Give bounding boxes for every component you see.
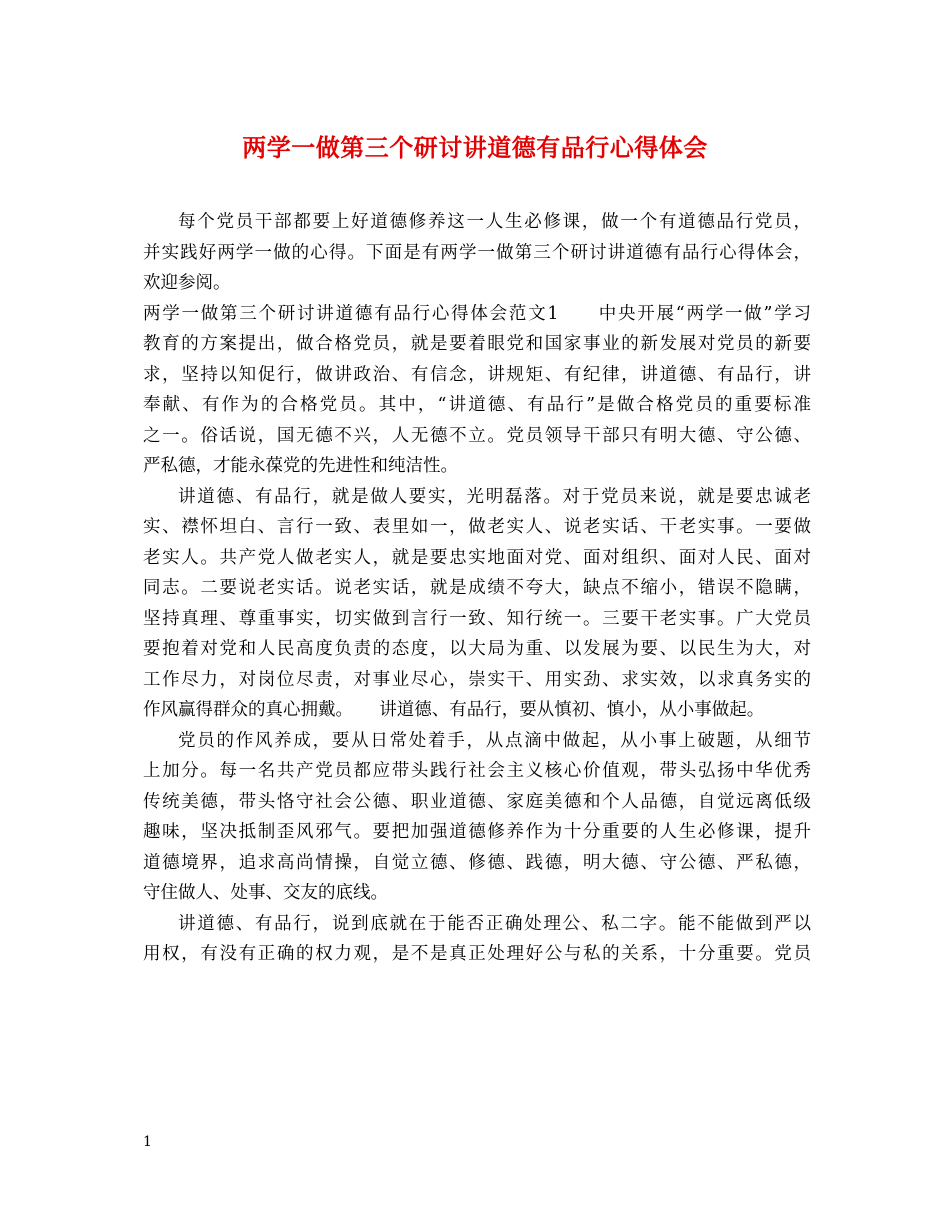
text-line: 作风赢得群众的真心拥戴。 讲道德、有品行，要从慎初、慎小，从小事做起。 [143, 700, 765, 720]
text-line: 欢迎参阅。 [143, 273, 231, 293]
text-line: 两学一做第三个研讨讲道德有品行心得体会范文1 中央开展“两学一做”学习 [143, 303, 811, 324]
document-title: 两学一做第三个研讨讲道德有品行心得体会 [242, 134, 708, 162]
text-line: 道德境界，追求高尚情操，自觉立德、修德、践德，明大德、守公德、严私德， [143, 852, 811, 873]
text-line: 要抱着对党和人民高度负责的态度，以大局为重、以发展为要、以民生为大，对 [143, 639, 811, 659]
text-line: 教育的方案提出，做合格党员，就是要着眼党和国家事业的新发展对党员的新要 [143, 334, 811, 354]
text-line: 上加分。每一名共产党员都应带头践行社会主义核心价值观，带头弘扬中华优秀 [143, 761, 811, 781]
text-line: 坚持真理、尊重事实，切实做到言行一致、知行统一。三要干老实事。广大党员 [143, 608, 811, 629]
text-line: 讲道德、有品行，就是做人要实，光明磊落。对于党员来说，就是要忠诚老 [178, 486, 811, 507]
text-line: 工作尽力，对岗位尽责，对事业尽心，崇实干、用实劲、求实效，以求真务实的 [143, 669, 811, 690]
text-line: 严私德，才能永葆党的先进性和纯洁性。 [143, 456, 458, 476]
text-line: 之一。俗话说，国无德不兴，人无德不立。党员领导干部只有明大德、守公德、 [143, 425, 811, 446]
text-line: 讲道德、有品行，说到底就在于能否正确处理公、私二字。能不能做到严以 [178, 913, 811, 934]
document-body [143, 207, 811, 970]
text-line: 老实人。共产党人做老实人，就是要忠实地面对党、面对组织、面对人民、面对 [143, 547, 811, 568]
text-line: 守住做人、处事、交友的底线。 [143, 883, 388, 903]
text-line: 趣味，坚决抵制歪风邪气。要把加强道德修养作为十分重要的人生必修课，提升 [143, 822, 811, 842]
text-line: 用权，有没有正确的权力观，是不是真正处理好公与私的关系，十分重要。党员 [143, 944, 811, 964]
text-line: 并实践好两学一做的心得。下面是有两学一做第三个研讨讲道德有品行心得体会， [143, 242, 811, 263]
text-line: 党员的作风养成，要从日常处着手，从点滴中做起，从小事上破题，从细节 [178, 730, 811, 751]
page-number: 1 [143, 1134, 152, 1150]
text-line: 奉献、有作为的合格党员。其中，“讲道德、有品行”是做合格党员的重要标准 [143, 395, 811, 415]
text-line: 求，坚持以知促行，做讲政治、有信念，讲规矩、有纪律，讲道德、有品行，讲 [143, 364, 811, 385]
text-line: 实、襟怀坦白、言行一致、表里如一，做老实人、说老实话、干老实事。一要做 [143, 517, 811, 537]
text-line: 传统美德，带头恪守社会公德、职业道德、家庭美德和个人品德，自觉远离低级 [143, 791, 811, 812]
text-line: 同志。二要说老实话。说老实话，就是成绩不夸大，缺点不缩小，错误不隐瞒， [143, 578, 811, 598]
text-line: 每个党员干部都要上好道德修养这一人生必修课，做一个有道德品行党员， [178, 212, 811, 232]
